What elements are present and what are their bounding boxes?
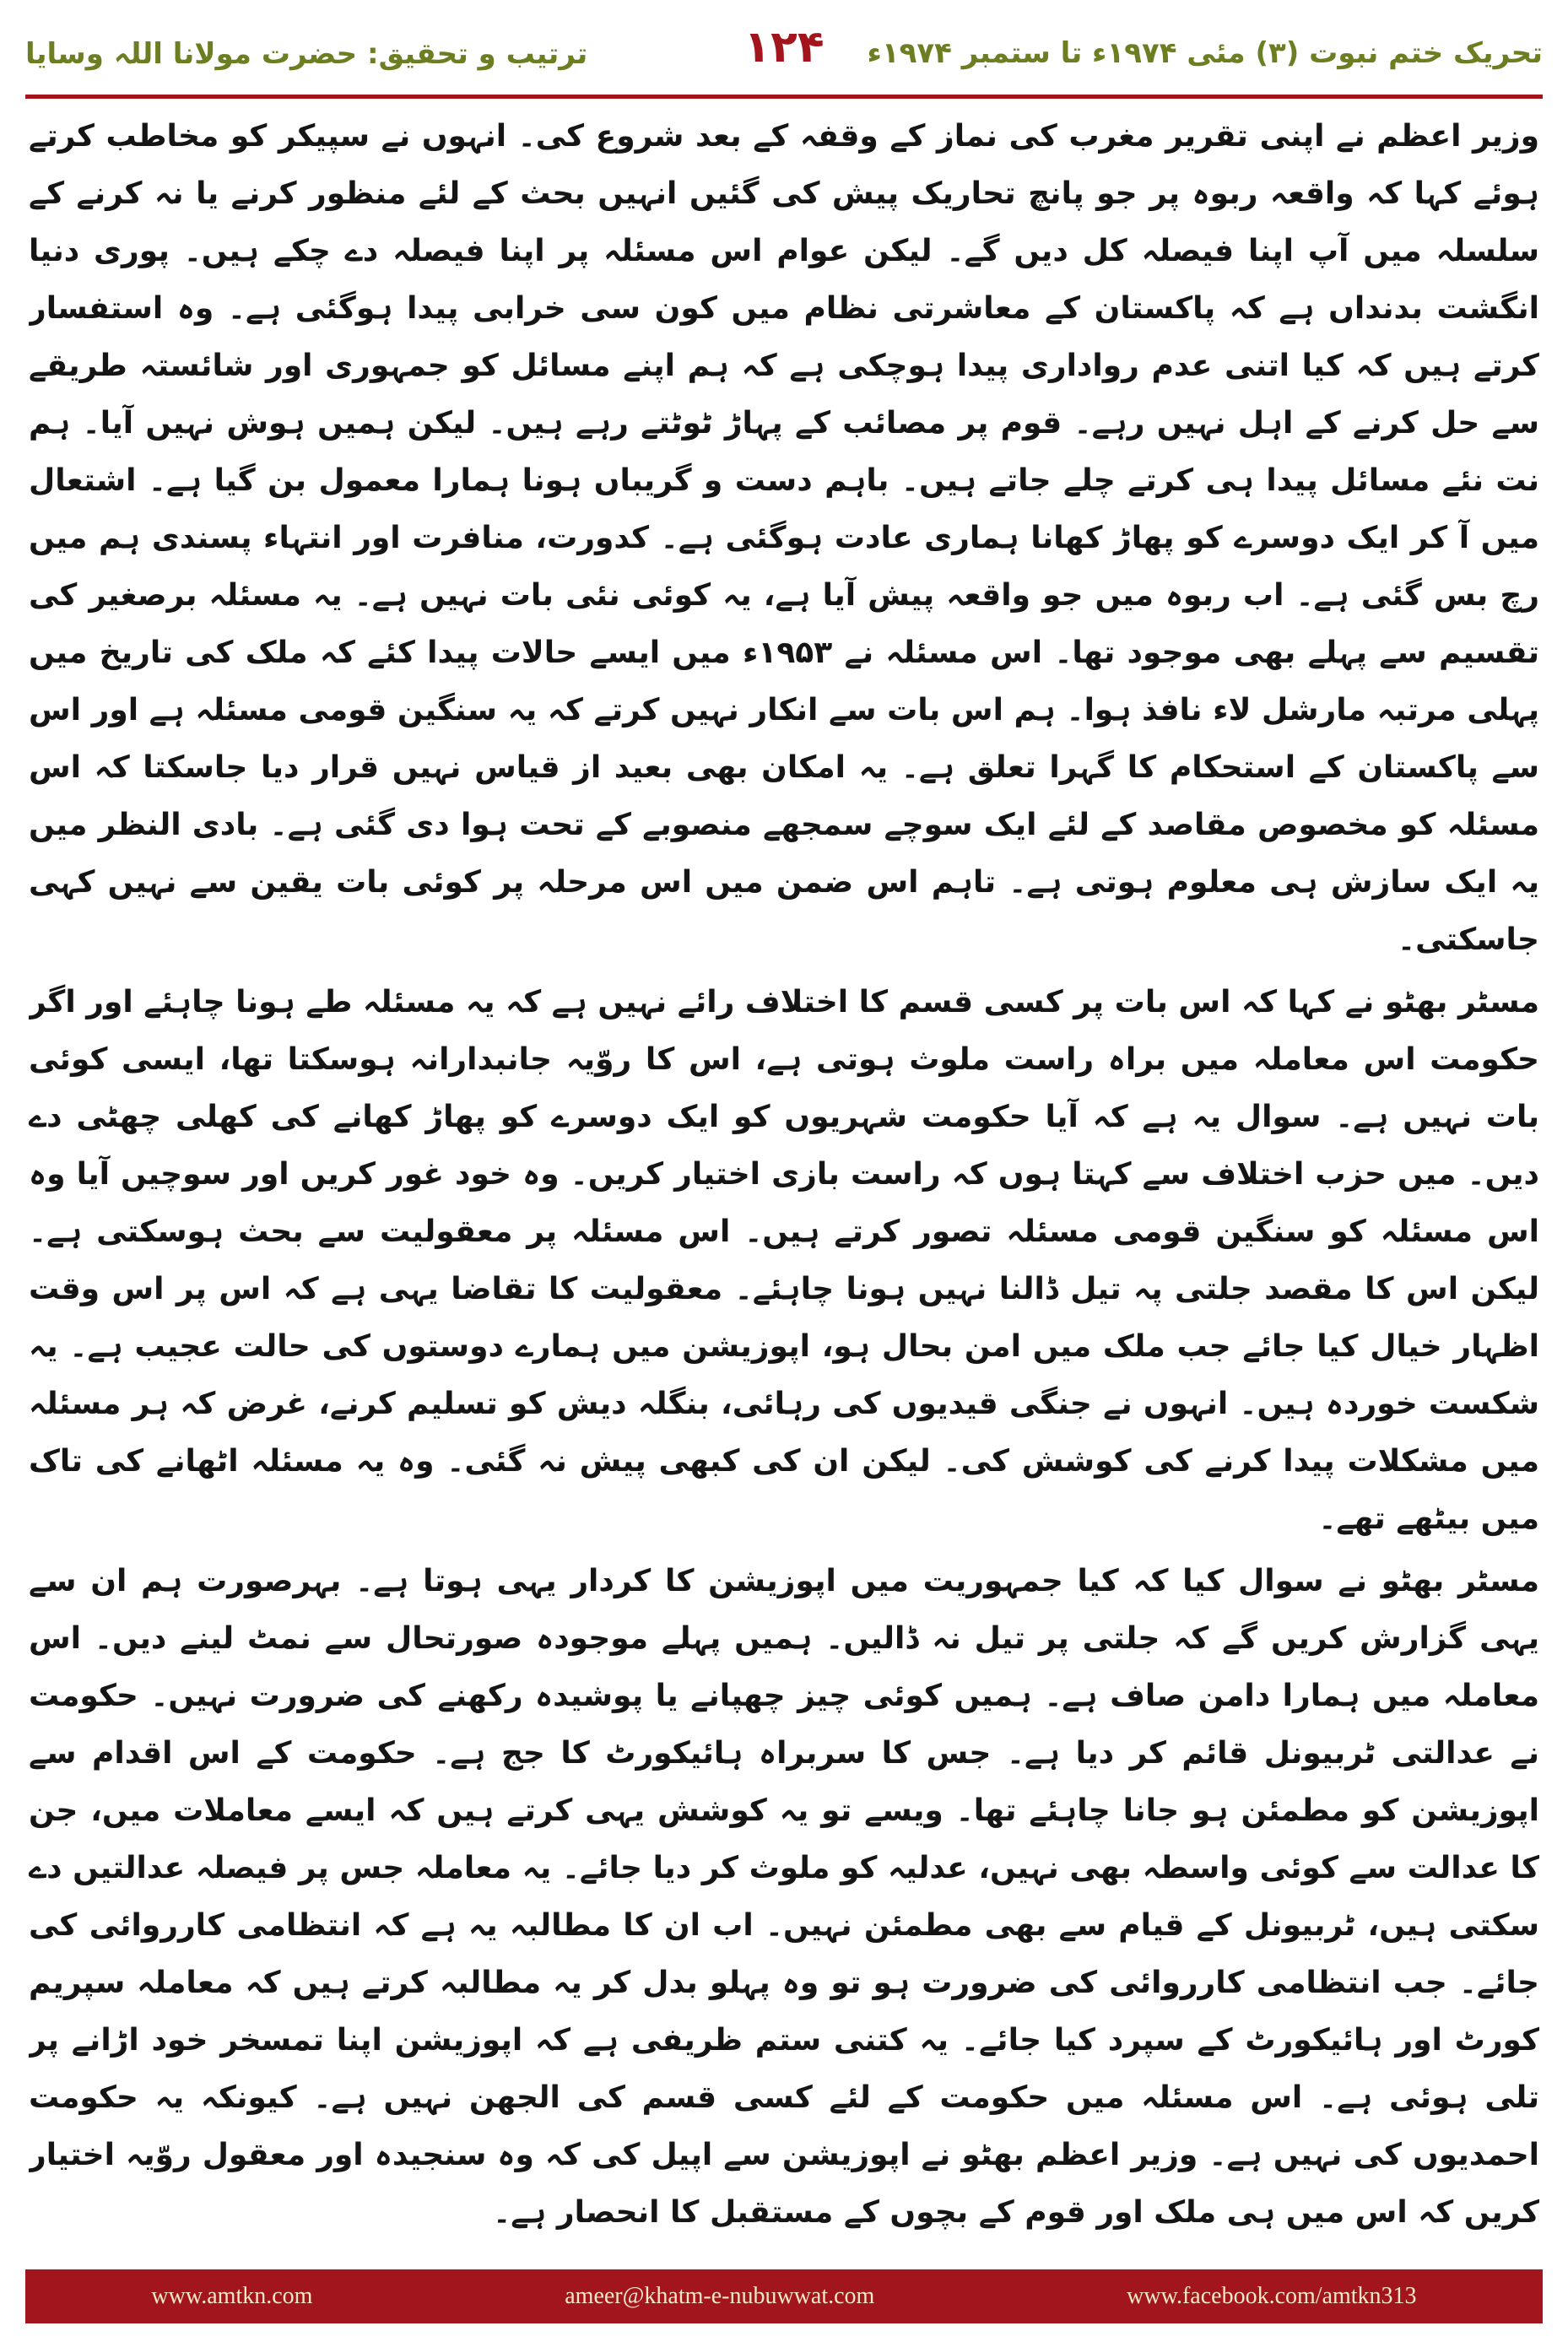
footer-facebook-link[interactable]: www.facebook.com/amtkn313 [1127, 2283, 1417, 2309]
page-number: ۱۲۴ [743, 22, 825, 73]
page-footer [25, 2269, 1543, 2323]
page-header [25, 15, 1543, 91]
header-divider [25, 95, 1543, 99]
paragraph-1: وزیر اعظم نے اپنی تقریر مغرب کی نماز کے وقفہ کے بعد شروع کی۔ انہوں نے سپیکر کو مخاطب کرتے ہوئے کہا کہ واقعہ ربوہ پر جو پانچ تحاریک پیش کی گئیں انہیں بحث کے لئے منظور کرنے یا نہ کرنے کے سلسلہ میں آپ اپنا فیصلہ کل دیں گے۔ لیکن عوام اس مسئلہ پر اپنا فیصلہ دے چکے ہیں۔ پوری دنیا انگشت بدنداں ہے کہ پاکستان کے معاشرتی نظام میں کون سی خرابی پیدا ہوگئی ہے۔ وہ استفسار کرتے ہیں کہ کیا اتنی عدم رواداری پیدا ہوچکی ہے کہ ہم اپنے مسائل کو جمہوری اور شائستہ طریقے سے حل کرنے کے اہل نہیں رہے۔ قوم پر مصائب کے پہاڑ ٹوٹتے رہے ہیں۔ لیکن ہمیں ہوش نہیں آیا۔ ہم نت نئے مسائل پیدا ہی کرتے چلے جاتے ہیں۔ باہم دست و گریباں ہونا ہمارا معمول بن گیا ہے۔ اشتعال میں آ کر ایک دوسرے کو پھاڑ کھانا ہماری عادت ہوگئی ہے۔ کدورت، منافرت اور انتہاء پسندی ہم میں رچ بس گئی ہے۔ اب ربوہ میں جو واقعہ پیش آیا ہے، یہ کوئی نئی بات نہیں ہے۔ یہ مسئلہ برصغیر کی تقسیم سے پہلے بھی موجود تھا۔ اس مسئلہ نے ۱۹۵۳ء میں ایسے حالات پیدا کئے کہ ملک کی تاریخ میں پہلی مرتبہ مارشل لاء نافذ ہوا۔ ہم اس بات سے انکار نہیں کرتے کہ یہ سنگین قومی مسئلہ ہے اور اس سے پاکستان کے استحکام کا گہرا تعلق ہے۔ یہ امکان بھی بعید از قیاس نہیں قرار دیا جاسکتا کہ اس مسئلہ کو مخصوص مقاصد کے لئے ایک سوچے سمجھے منصوبے کے تحت ہوا دی گئی ہے۔ بادی النظر میں یہ ایک سازش ہی معلوم ہوتی ہے۔ تاہم اس ضمن میں اس مرحلہ پر کوئی بات یقین سے نہیں کہی جاسکتی۔ [29, 119, 1539, 957]
paragraph-3: مسٹر بھٹو نے سوال کیا کہ کیا جمہوریت میں اپوزیشن کا کردار یہی ہوتا ہے۔ بہرصورت ہم ان سے یہی گزارش کریں گے کہ جلتی پر تیل نہ ڈالیں۔ ہمیں پہلے موجودہ صورتحال سے نمٹ لینے دیں۔ اس معاملہ میں ہمارا دامن صاف ہے۔ ہمیں کوئی چیز چھپانے یا پوشیدہ رکھنے کی ضرورت نہیں۔ حکومت نے عدالتی ٹربیونل قائم کر دیا ہے۔ جس کا سربراہ ہائیکورٹ کا جج ہے۔ حکومت کے اس اقدام سے اپوزیشن کو مطمئن ہو جانا چاہئے تھا۔ ویسے تو یہ کوشش یہی کرتے ہیں کہ ایسے معاملات میں، جن کا عدالت سے کوئی واسطہ بھی نہیں، عدلیہ کو ملوث کر دیا جائے۔ یہ معاملہ جس پر فیصلہ عدالتیں دے سکتی ہیں، ٹربیونل کے قیام سے بھی مطمئن نہیں۔ اب ان کا مطالبہ یہ ہے کہ انتظامی کارروائی کی جائے۔ جب انتظامی کارروائی کی ضرورت ہو تو وہ پہلو بدل کر یہ مطالبہ کرتے ہیں کہ معاملہ سپریم کورٹ اور ہائیکورٹ کے سپرد کیا جائے۔ یہ کتنی ستم ظریفی ہے کہ اپوزیشن اپنا تمسخر خود اڑانے پر تلی ہوئی ہے۔ اس مسئلہ میں حکومت کے لئے کسی قسم کی الجھن نہیں ہے۔ کیونکہ یہ حکومت احمدیوں کی نہیں ہے۔ وزیر اعظم بھٹو نے اپوزیشن سے اپیل کی کہ وہ سنجیدہ اور معقول روّیہ اختیار کریں کہ اس میں ہی ملک اور قوم کے بچوں کے مستقبل کا انحصار ہے۔ [29, 1564, 1539, 2230]
paragraph-2: مسٹر بھٹو نے کہا کہ اس بات پر کسی قسم کا اختلاف رائے نہیں ہے کہ یہ مسئلہ طے ہونا چاہئے اور اگر حکومت اس معاملہ میں براہ راست ملوث ہوتی ہے، اس کا روّیہ جانبدارانہ ہوسکتا تھا، ایسی کوئی بات نہیں ہے۔ سوال یہ ہے کہ آیا حکومت شہریوں کو ایک دوسرے کو پھاڑ کھانے کی کھلی چھٹی دے دیں۔ میں حزب اختلاف سے کہتا ہوں کہ راست بازی اختیار کریں۔ وہ خود غور کریں اور سوچیں آیا وہ اس مسئلہ کو سنگین قومی مسئلہ تصور کرتے ہیں۔ اس مسئلہ پر معقولیت سے بحث ہوسکتی ہے۔ لیکن اس کا مقصد جلتی پہ تیل ڈالنا نہیں ہونا چاہئے۔ معقولیت کا تقاضا یہی ہے کہ اس پر اس وقت اظہار خیال کیا جائے جب ملک میں امن بحال ہو، اپوزیشن میں ہمارے دوستوں کی حالت عجیب ہے۔ یہ شکست خوردہ ہیں۔ انہوں نے جنگی قیدیوں کی رہائی، بنگلہ دیش کو تسلیم کرنے، غرض کہ ہر مسئلہ میں مشکلات پیدا کرنے کی کوشش کی۔ لیکن ان کی کبھی پیش نہ گئی۔ وہ یہ مسئلہ اٹھانے کی تاک میں بیٹھے تھے۔ [29, 985, 1539, 1536]
footer-website-link[interactable]: www.amtkn.com [151, 2283, 313, 2309]
body-text [29, 108, 1539, 2243]
footer-email-link[interactable]: ameer@khatm-e-nubuwwat.com [565, 2283, 875, 2309]
header-author-credit: ترتیب و تحقیق: حضرت مولانا اللہ وسایا [25, 36, 588, 71]
header-book-title: تحریک ختم نبوت (۳) مئی ۱۹۷۴ء تا ستمبر ۱۹۷۴ء [867, 36, 1543, 70]
